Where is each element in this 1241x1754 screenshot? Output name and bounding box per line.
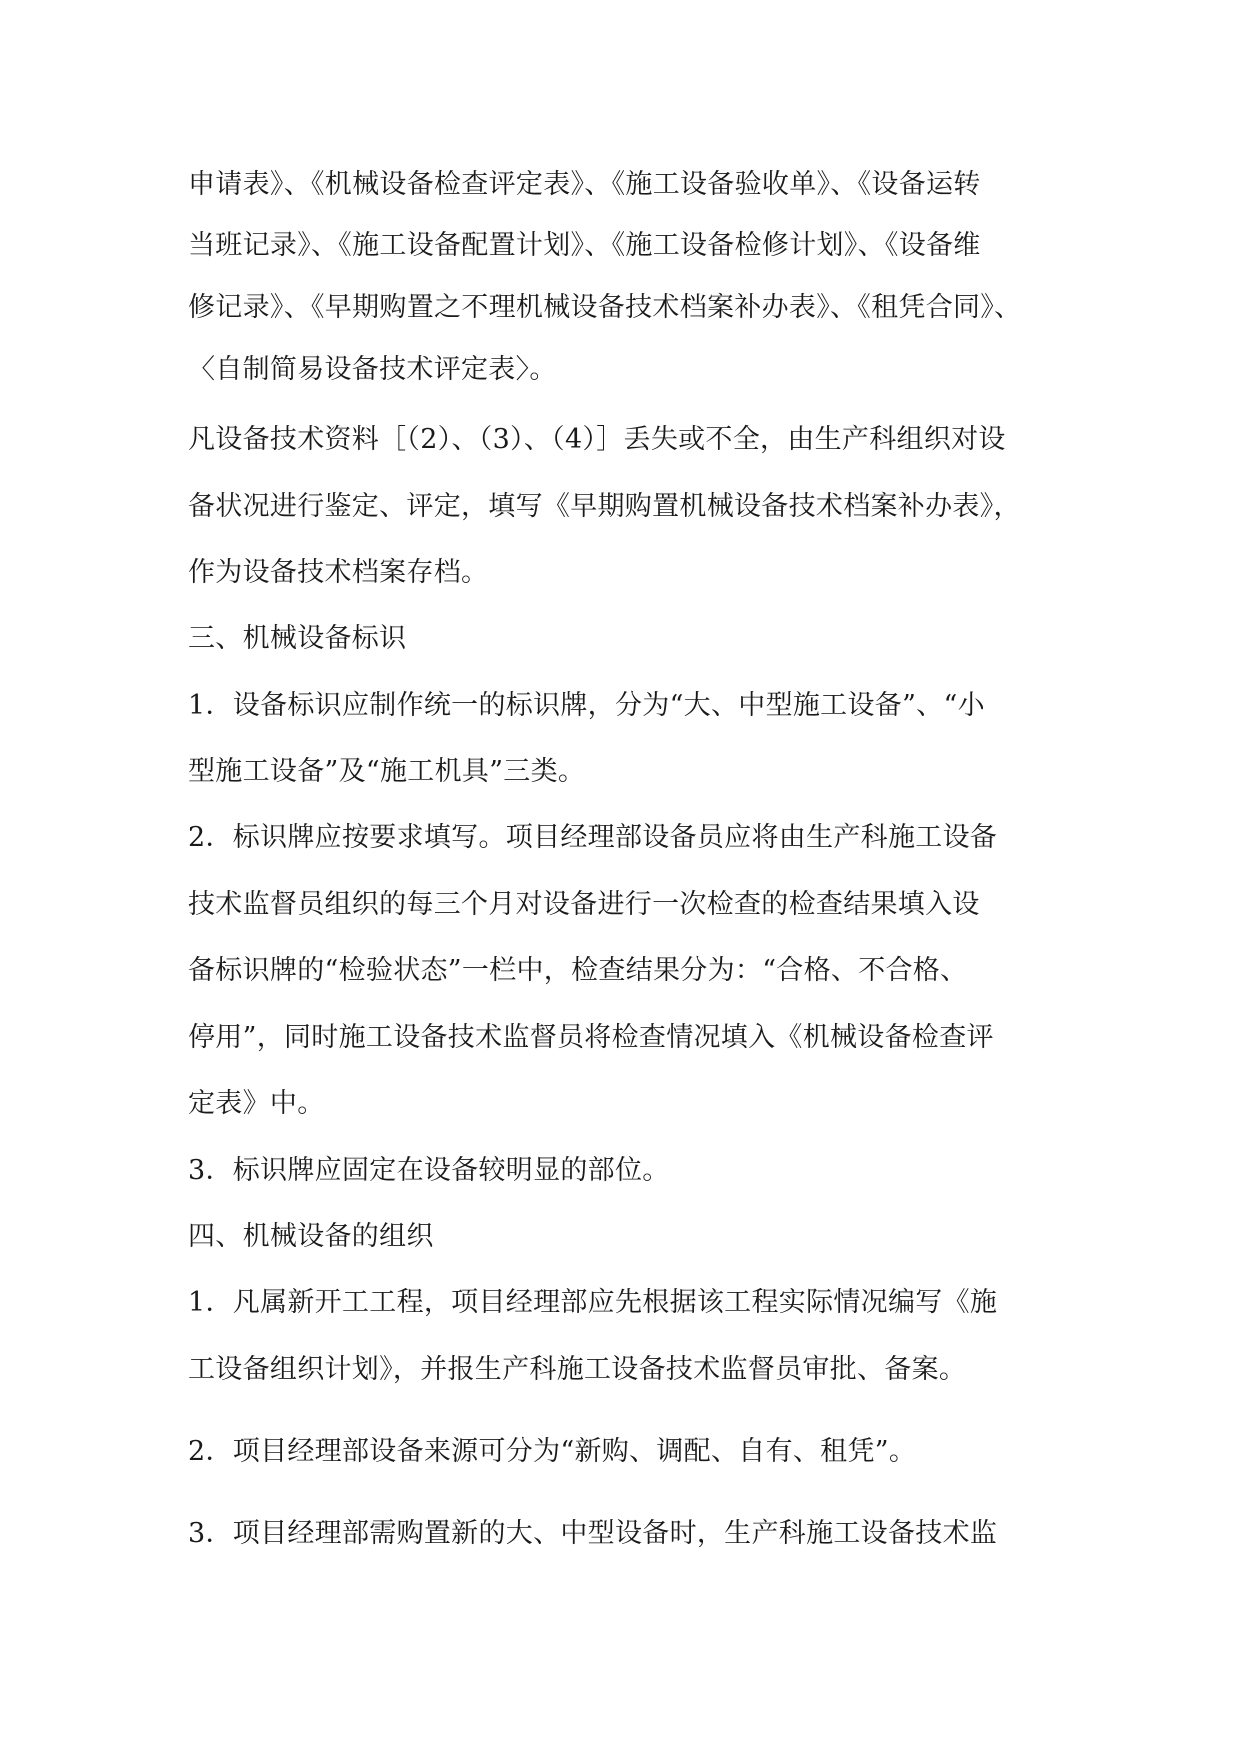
text-line: 1．设备标识应制作统一的标识牌，分为“大、中型施工设备”、“小: [188, 690, 985, 721]
section-heading: 四、机械设备的组织: [188, 1221, 434, 1252]
text-line: 3．标识牌应固定在设备较明显的部位。: [188, 1155, 670, 1186]
text-line: 型施工设备”及“施工机具”三类。: [188, 756, 586, 787]
text-line: 3．项目经理部需购置新的大、中型设备时，生产科施工设备技术监: [188, 1518, 998, 1549]
text-line: 工设备组织计划》，并报生产科施工设备技术监督员审批、备案。: [188, 1354, 967, 1385]
text-line: 技术监督员组织的每三个月对设备进行一次检查的检查结果填入设: [188, 889, 980, 920]
text-line: 作为设备技术档案存档。: [188, 557, 489, 588]
text-line: 申请表》、《机械设备检查评定表》、《施工设备验收单》、《设备运转: [188, 169, 981, 200]
text-line: 凡设备技术资料［（2）、（3）、（4）］丢失或不全，由生产科组织对设: [188, 424, 1006, 455]
text-line: 2．标识牌应按要求填写。项目经理部设备员应将由生产科施工设备: [188, 822, 998, 853]
text-line: 定表》中。: [188, 1088, 325, 1119]
text-line: 〈自制简易设备技术评定表〉。: [188, 354, 557, 385]
text-line: 2．项目经理部设备来源可分为“新购、调配、自有、租凭”。: [188, 1436, 917, 1467]
text-line: 备状况进行鉴定、评定，填写《早期购置机械设备技术档案补办表》，: [188, 491, 1021, 522]
text-line: 停用”，同时施工设备技术监督员将检查情况填入《机械设备检查评: [188, 1022, 994, 1053]
text-line: 当班记录》、《施工设备配置计划》、《施工设备检修计划》、《设备维: [188, 230, 981, 261]
section-heading: 三、机械设备标识: [188, 623, 407, 654]
text-line: 1．凡属新开工工程，项目经理部应先根据该工程实际情况编写《施: [188, 1287, 998, 1318]
text-line: 备标识牌的“检验状态”一栏中，检查结果分为：“合格、不合格、: [188, 955, 968, 986]
text-line: 修记录》、《早期购置之不理机械设备技术档案补办表》、《租凭合同》、: [188, 292, 1022, 323]
